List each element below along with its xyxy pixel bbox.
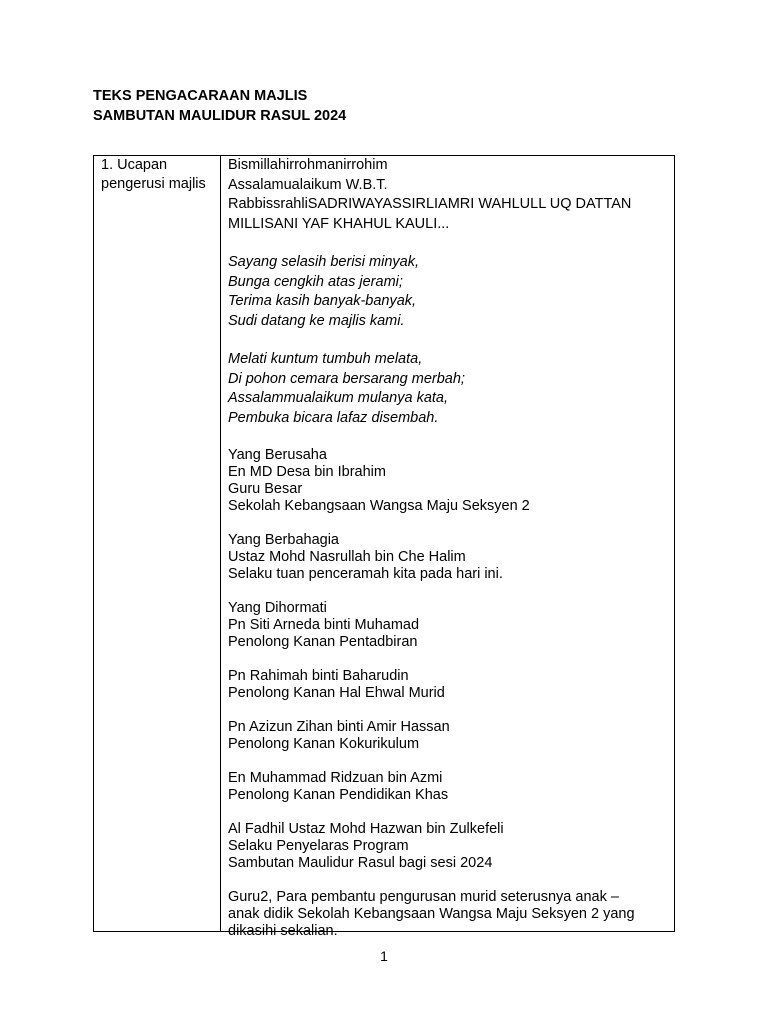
pantun-line: Di pohon cemara bersarang merbah;: [228, 370, 465, 387]
guest-block-penceramah: [228, 532, 673, 583]
guest-line: Yang Berusaha: [228, 447, 327, 463]
pantun-line: Sayang selasih berisi minyak,: [228, 254, 420, 270]
guest-line: Sambutan Maulidur Rasul bagi sesi 2024: [228, 855, 493, 871]
guest-block-pendidikan-khas: [228, 770, 673, 804]
closing-line: dikasihi sekalian.: [228, 923, 338, 939]
page-number: 1: [380, 948, 388, 964]
opening-line: Bismillahirrohmanirrohim: [228, 157, 388, 173]
opening-block: [228, 156, 673, 234]
guest-line: Penolong Kanan Kokurikulum: [228, 736, 420, 752]
pantun-line: Pembuka bicara lafaz disembah.: [228, 409, 439, 426]
guest-line: Yang Berbahagia: [228, 532, 339, 548]
closing-line: anak didik Sekolah Kebangsaan Wangsa Maju Seksyen 2 yang: [228, 906, 635, 922]
pantun-line: Assalammualaikum mulanya kata,: [228, 390, 449, 406]
guest-line: Selaku tuan penceramah kita pada hari ini.: [228, 566, 503, 582]
opening-line: Assalamualaikum W.B.T.: [228, 176, 388, 193]
guest-block-hem: [228, 668, 673, 702]
guest-line: Pn Siti Arneda binti Muhamad: [228, 617, 420, 633]
guest-block-kokurikulum: [228, 719, 673, 753]
opening-line: MILLISANI YAF KHAHUL KAULI...: [228, 215, 450, 232]
pantun-1: [228, 253, 673, 331]
title-line-1: TEKS PENGACARAAN MAJLIS: [93, 88, 308, 104]
guest-line: Penolong Kanan Pentadbiran: [228, 634, 418, 650]
closing-line: Guru2, Para pembantu pengurusan murid seterusnya anak –: [228, 889, 619, 905]
document-title: [93, 86, 346, 126]
section-label-line-2: pengerusi majlis: [101, 176, 206, 192]
section-label-line-1: 1. Ucapan: [101, 157, 168, 173]
guest-line: Penolong Kanan Hal Ehwal Murid: [228, 685, 445, 701]
pantun-line: Terima kasih banyak-banyak,: [228, 293, 417, 309]
guest-line: Sekolah Kebangsaan Wangsa Maju Seksyen 2: [228, 498, 530, 514]
pantun-line: Sudi datang ke majlis kami.: [228, 312, 405, 329]
guest-line: Yang Dihormati: [228, 600, 327, 616]
speech-table: [93, 155, 675, 939]
guest-line: Al Fadhil Ustaz Mohd Hazwan bin Zulkefeli: [228, 821, 504, 837]
section-label-cell: [101, 156, 219, 194]
opening-line: RabbissrahliSADRIWAYASSIRLIAMRI WAHLULL UQ DATTAN: [228, 196, 632, 212]
guest-line: En Muhammad Ridzuan bin Azmi: [228, 770, 443, 786]
pantun-2: [228, 350, 673, 428]
guest-line: Ustaz Mohd Nasrullah bin Che Halim: [228, 549, 466, 565]
pantun-line: Melati kuntum tumbuh melata,: [228, 351, 423, 367]
guest-line: Selaku Penyelaras Program: [228, 838, 409, 854]
guest-line: Guru Besar: [228, 481, 303, 497]
closing-greeting: [228, 889, 673, 940]
guest-line: En MD Desa bin Ibrahim: [228, 464, 386, 480]
pantun-line: Bunga cengkih atas jerami;: [228, 273, 403, 290]
guest-line: Pn Rahimah binti Baharudin: [228, 668, 409, 684]
guest-line: Pn Azizun Zihan binti Amir Hassan: [228, 719, 450, 735]
guest-line: Penolong Kanan Pendidikan Khas: [228, 787, 449, 803]
column-divider: [220, 156, 221, 931]
title-line-2: SAMBUTAN MAULIDUR RASUL 2024: [93, 108, 347, 124]
speech-text-cell: [228, 156, 673, 940]
guest-block-penyelaras: [228, 821, 673, 872]
guest-block-pentadbiran: [228, 600, 673, 651]
guest-block-guru-besar: [228, 447, 673, 515]
